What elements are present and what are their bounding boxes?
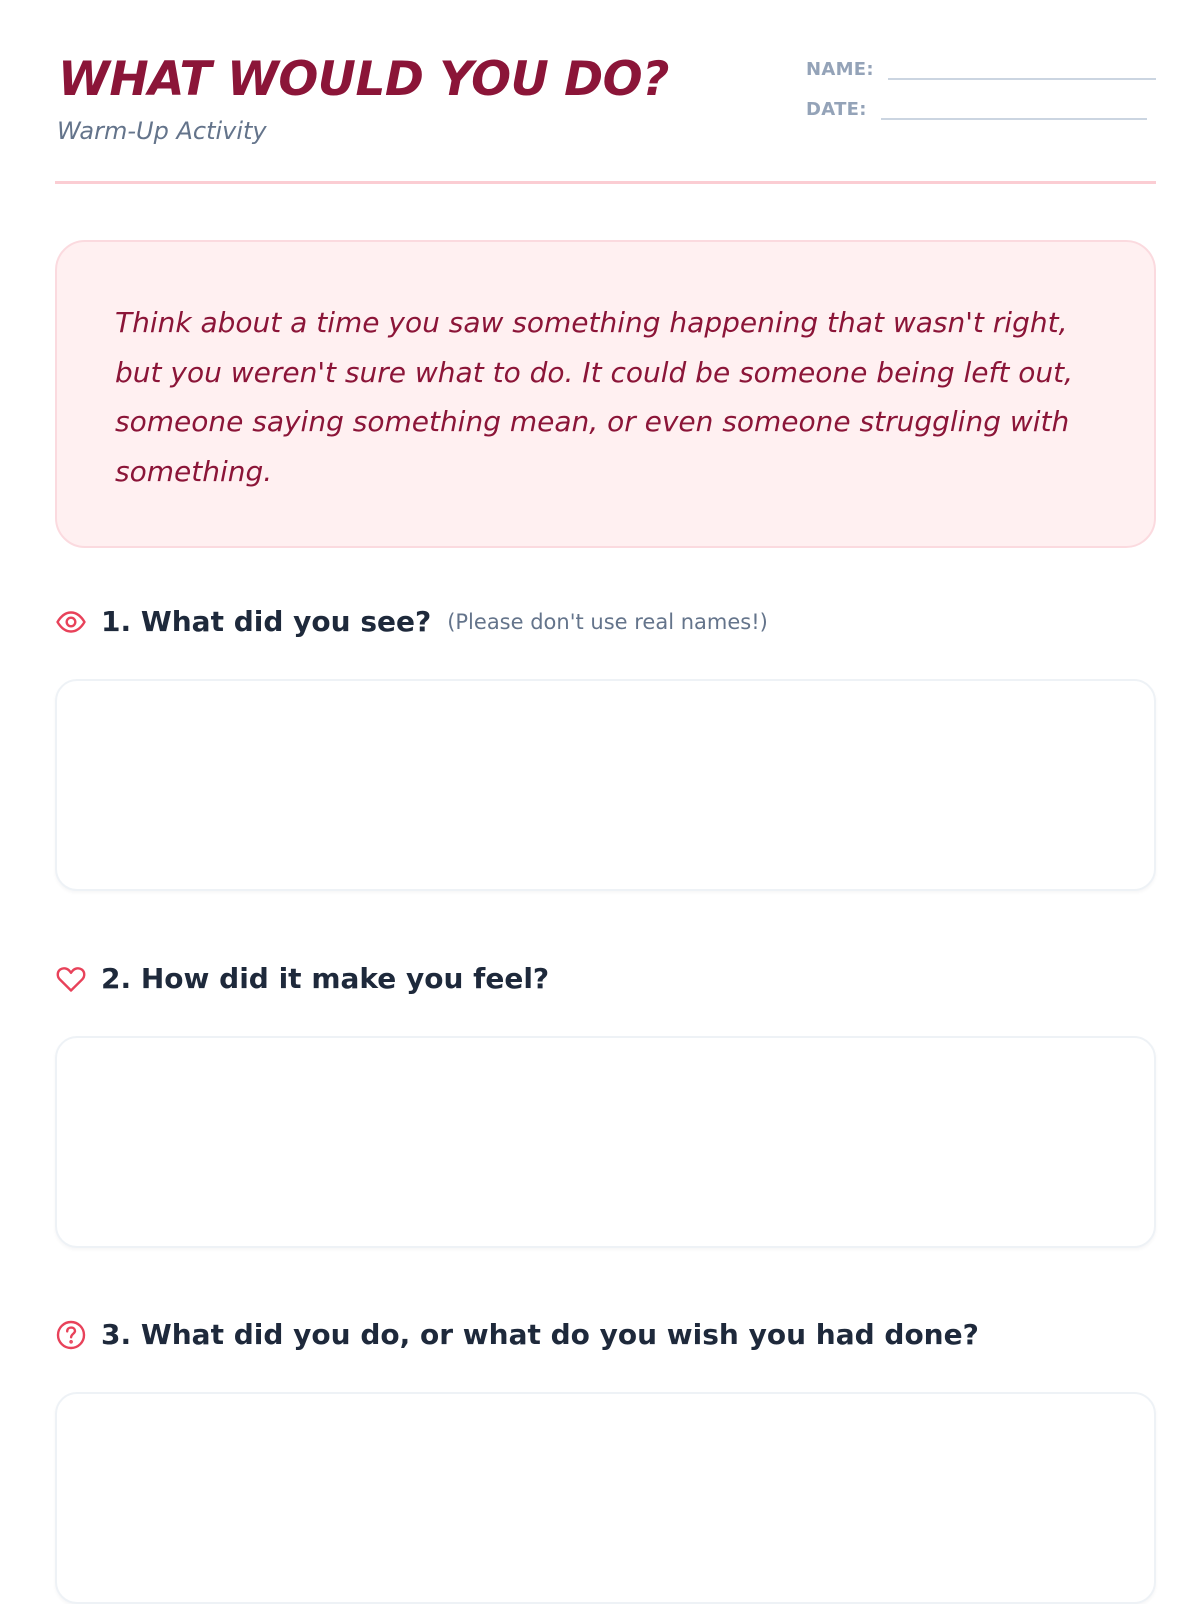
answer-box-2[interactable] (55, 1036, 1156, 1248)
question-1-note: (Please don't use real names!) (447, 609, 768, 634)
heart-icon (55, 963, 87, 995)
question-3 (55, 1318, 979, 1351)
name-label: NAME: (806, 59, 874, 80)
prompt-box (55, 240, 1156, 548)
question-2 (55, 962, 549, 995)
name-field (806, 54, 1156, 80)
date-field (806, 94, 1147, 120)
answer-box-3[interactable] (55, 1392, 1156, 1604)
question-1-text: 1. What did you see? (101, 605, 432, 638)
question-2-text: 2. How did it make you feel? (101, 962, 550, 995)
page-title: WHAT WOULD YOU DO? (58, 52, 669, 107)
question-1 (55, 605, 768, 638)
date-label: DATE: (806, 99, 867, 120)
question-3-text: 3. What did you do, or what do you wish you had done? (101, 1318, 979, 1351)
header-divider (55, 181, 1156, 184)
date-blank-line[interactable] (881, 94, 1147, 120)
question-circle-icon (55, 1319, 87, 1351)
eye-icon (55, 606, 87, 638)
name-blank-line[interactable] (888, 54, 1156, 80)
page-subtitle: Warm-Up Activity (57, 117, 267, 145)
prompt-text: Think about a time you saw something happening that wasn't right, but you weren't sure what to do. It could be someone being left out, someone saying something mean, or even someone struggling with something. (115, 306, 1073, 488)
answer-box-1[interactable] (55, 679, 1156, 891)
